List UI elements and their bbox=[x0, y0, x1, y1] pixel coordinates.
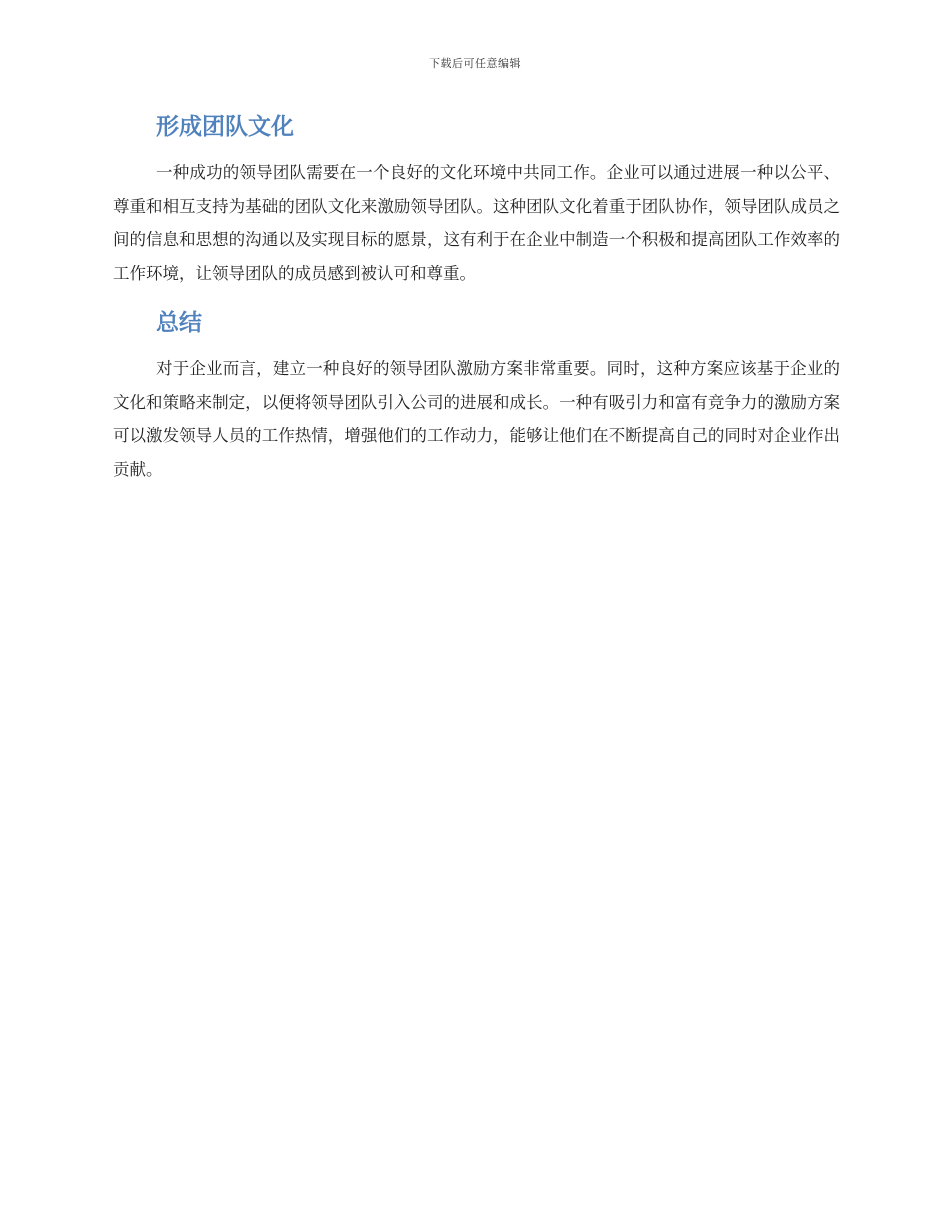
document-content bbox=[113, 108, 840, 500]
section-heading-team-culture: 形成团队文化 bbox=[156, 114, 294, 140]
section-summary bbox=[113, 304, 840, 486]
section-body-summary: 对于企业而言，建立一种良好的领导团队激励方案非常重要。同时，这种方案应该基于企业的文化和策略来制定，以便将领导团队引入公司的进展和成长。一种有吸引力和富有竞争力的激励方案可以激发领导人员的工作热情，增强他们的工作动力，能够让他们在不断提高自己的同时对企业作出贡献。 bbox=[113, 359, 840, 479]
section-heading-summary: 总结 bbox=[156, 310, 202, 336]
section-team-culture bbox=[113, 108, 840, 290]
header-note: 下载后可任意编辑 bbox=[429, 57, 521, 70]
section-body-team-culture: 一种成功的领导团队需要在一个良好的文化环境中共同工作。企业可以通过进展一种以公平、尊重和相互支持为基础的团队文化来激励领导团队。这种团队文化着重于团队协作，领导团队成员之间的信息和思想的沟通以及实现目标的愿景，这有利于在企业中制造一个积极和提高团队工作效率的工作环境，让领导团队的成员感到被认可和尊重。 bbox=[113, 163, 840, 283]
